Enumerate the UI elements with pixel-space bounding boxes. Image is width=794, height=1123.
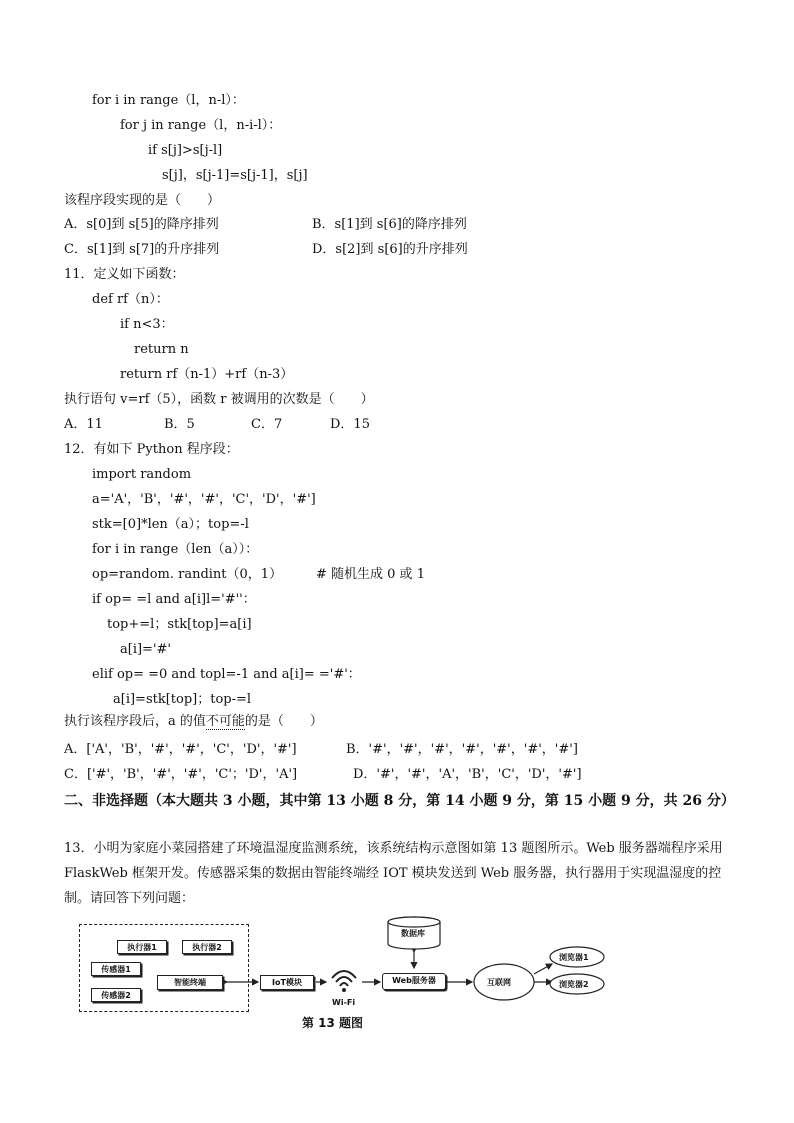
browser2-label: 浏览器2 <box>559 980 589 989</box>
code-line: top+=l；stk[top]=a[i] <box>107 617 252 632</box>
question-stem: 11．定义如下函数： <box>64 267 185 282</box>
emphasis-text: 不可能 <box>205 714 245 729</box>
internet-label: 互联网 <box>487 978 511 987</box>
option-d: D．'#'，'#'，'A'，'B'，'C'，'D'，'#'] <box>353 767 582 782</box>
question-text: 执行语句 v=rf（5），函数 r 被调用的次数是（ ） <box>64 392 374 407</box>
option-a: A．s[0]到 s[5]的降序排列 <box>64 217 219 232</box>
sensor2-box: 传感器2 <box>91 988 141 1002</box>
question-stem: 12．有如下 Python 程序段： <box>64 442 239 457</box>
code-line: def rf（n）： <box>92 292 169 307</box>
option-b: B．5 <box>164 417 195 432</box>
browser1-label: 浏览器1 <box>559 953 589 962</box>
code-line: for j in range（l，n-i-l）： <box>120 118 282 133</box>
terminal-box: 智能终端 <box>157 975 223 990</box>
option-c: C．7 <box>251 417 283 432</box>
link-internet-browser1 <box>534 964 552 974</box>
option-d: D．s[2]到 s[6]的升序排列 <box>312 242 468 257</box>
option-c: C．['#'，'B'，'#'，'#'，'C'；'D'，'A'] <box>64 767 298 782</box>
sensor1-box: 传感器1 <box>91 962 141 976</box>
actuator2-box: 执行器2 <box>182 940 232 954</box>
code-line: op=random. randint（0，1） <box>92 567 283 582</box>
code-line: if n<3： <box>120 317 174 332</box>
code-line: return rf（n-1）+rf（n-3） <box>120 367 294 382</box>
code-line: a[i]=stk[top]；top-=l <box>113 692 252 707</box>
code-comment: # 随机生成 0 或 1 <box>316 567 425 582</box>
option-c: C．s[1]到 s[7]的升序排列 <box>64 242 220 257</box>
database-label: 数据库 <box>401 929 425 938</box>
question-paragraph: 13．小明为家庭小菜园搭建了环境温湿度监测系统，该系统结构示意图如第 13 题图所示。Web 服务器端程序采用 FlaskWeb 框架开发。传感器采集的数据由智能终端经 IOT 模块发送到 Web 服务器，执行器用于实现温湿度的控制。请回答下列问题： <box>64 841 723 906</box>
option-b: B．'#'，'#'，'#'，'#'，'#'，'#'，'#'] <box>346 742 578 757</box>
actuator1-box: 执行器1 <box>117 940 167 954</box>
section-heading: 二、非选择题（本大题共 3 小题，其中第 13 小题 8 分，第 14 小题 9 分，第 15 小题 9 分，共 26 分） <box>64 793 735 809</box>
question-text: 执行该程序段后，a 的值不可能的是（ ） <box>64 714 323 729</box>
question-text: 该程序段实现的是（ ） <box>64 193 221 208</box>
code-line: for i in range（len（a））： <box>92 542 259 557</box>
iot-module-box: IoT模块 <box>260 975 314 990</box>
option-a: A．11 <box>64 417 103 432</box>
option-d: D．15 <box>330 417 370 432</box>
code-line: for i in range（l，n-l）： <box>92 93 245 108</box>
option-a: A．['A'，'B'，'#'，'#'，'C'，'D'，'#'] <box>64 742 297 757</box>
code-line: stk=[0]*len（a）；top=-l <box>92 517 249 532</box>
wifi-label: Wi-Fi <box>332 998 356 1007</box>
code-line: s[j]，s[j-1]=s[j-1]，s[j] <box>162 168 308 183</box>
code-line: a='A'，'B'，'#'，'#'，'C'，'D'，'#'] <box>92 492 316 507</box>
figure-caption: 第 13 题图 <box>302 1016 364 1030</box>
code-line: a[i]='#' <box>120 642 171 657</box>
code-line: if s[j]>s[j-l] <box>148 143 223 158</box>
code-line: if op= =l and a[i]l='#''： <box>92 592 256 607</box>
web-server-box: Web服务器 <box>382 973 446 990</box>
option-b: B．s[1]到 s[6]的降序排列 <box>312 217 467 232</box>
code-line: return n <box>134 342 189 357</box>
system-diagram <box>64 912 664 1042</box>
code-line: elif op= =0 and topl=-1 and a[i]= ='#'： <box>92 667 361 682</box>
code-line: import random <box>92 467 192 482</box>
